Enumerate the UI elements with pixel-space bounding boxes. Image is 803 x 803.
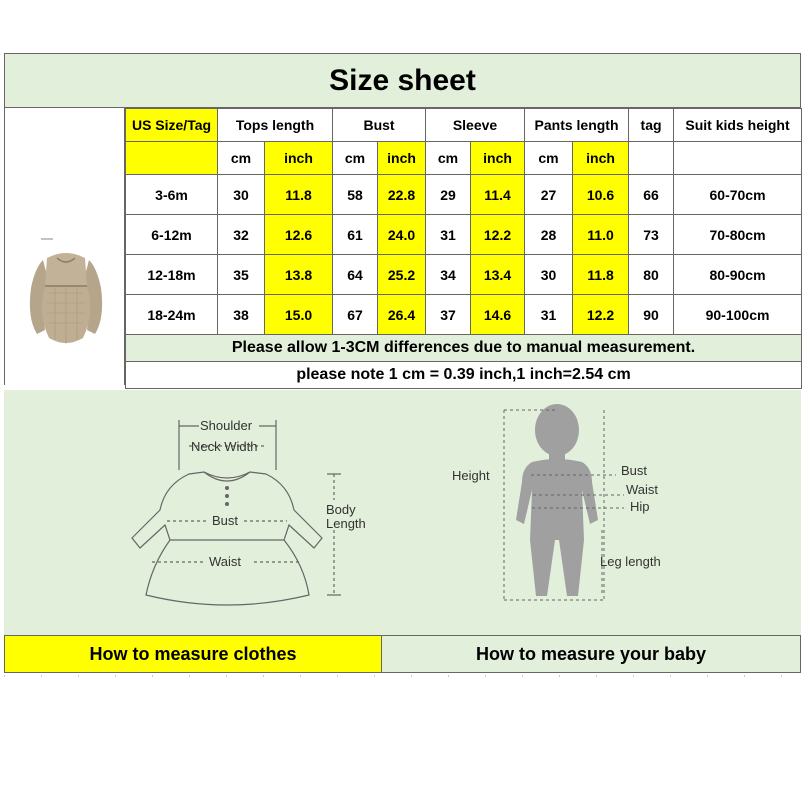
product-photo — [5, 108, 125, 385]
table-row — [126, 215, 802, 255]
height-header: Suit kids height — [674, 109, 802, 142]
bust-inch-cell: 22.8 — [378, 175, 426, 215]
child-silhouette — [516, 404, 598, 596]
note-row — [126, 335, 802, 362]
pants-inch-cell: 11.0 — [573, 215, 629, 255]
unit-row — [126, 142, 802, 175]
pants-cm-cell: 27 — [525, 175, 573, 215]
unit-cm: cm — [333, 142, 378, 175]
neck-width-label: Neck Width — [191, 439, 258, 454]
height-cell: 90-100cm — [674, 295, 802, 335]
tag-cell: 90 — [629, 295, 674, 335]
pants-inch-cell: 12.2 — [573, 295, 629, 335]
size-table — [125, 108, 802, 389]
tops-cm-cell: 30 — [218, 175, 265, 215]
measurement-illustrations — [4, 390, 801, 635]
hip-label: Hip — [630, 499, 650, 514]
baby-diagram — [452, 404, 661, 600]
tag-cell: 80 — [629, 255, 674, 295]
bust-label: Bust — [621, 463, 648, 478]
unit-blank — [674, 142, 802, 175]
tag-cell: 66 — [629, 175, 674, 215]
tag-cell: 73 — [629, 215, 674, 255]
unit-cm: cm — [426, 142, 471, 175]
unit-blank — [126, 142, 218, 175]
tops-inch-cell: 11.8 — [265, 175, 333, 215]
tag-header: tag — [629, 109, 674, 142]
size-cell: 12-18m — [126, 255, 218, 295]
measure-clothes-caption: How to measure clothes — [5, 636, 382, 672]
unit-inch: inch — [573, 142, 629, 175]
unit-cm: cm — [218, 142, 265, 175]
pants-cm-cell: 31 — [525, 295, 573, 335]
sleeve-inch-cell: 11.4 — [471, 175, 525, 215]
pants-inch-cell: 11.8 — [573, 255, 629, 295]
size-header: US Size/Tag — [126, 109, 218, 142]
bust-cm-cell: 61 — [333, 215, 378, 255]
tops-cm-cell: 35 — [218, 255, 265, 295]
unit-inch: inch — [378, 142, 426, 175]
clothes-diagram — [132, 418, 366, 605]
unit-inch: inch — [471, 142, 525, 175]
footer-bar — [4, 635, 801, 673]
sleeve-header: Sleeve — [426, 109, 525, 142]
pants-cm-cell: 30 — [525, 255, 573, 295]
bust-cm-cell: 58 — [333, 175, 378, 215]
unit-inch: inch — [265, 142, 333, 175]
bust-header: Bust — [333, 109, 426, 142]
measure-baby-caption: How to measure your baby — [382, 636, 800, 672]
size-cell: 6-12m — [126, 215, 218, 255]
size-cell: 3-6m — [126, 175, 218, 215]
shoulder-label: Shoulder — [200, 418, 253, 433]
romper-set-illustration — [5, 108, 123, 384]
bust-inch-cell: 25.2 — [378, 255, 426, 295]
sheet-title: Size sheet — [5, 54, 800, 108]
body-length-label-1: Body — [326, 502, 356, 517]
bust-label: Bust — [212, 513, 239, 528]
waist-label: Waist — [626, 482, 659, 497]
tops-length-header: Tops length — [218, 109, 333, 142]
height-label: Height — [452, 468, 490, 483]
sleeve-cm-cell: 37 — [426, 295, 471, 335]
bust-cm-cell: 64 — [333, 255, 378, 295]
header-row — [126, 109, 802, 142]
measurement-diagrams — [4, 390, 801, 635]
table-row — [126, 175, 802, 215]
tops-inch-cell: 13.8 — [265, 255, 333, 295]
tops-inch-cell: 15.0 — [265, 295, 333, 335]
sleeve-cm-cell: 34 — [426, 255, 471, 295]
sleeve-cm-cell: 29 — [426, 175, 471, 215]
unit-blank — [629, 142, 674, 175]
leg-length-label: Leg length — [600, 554, 661, 569]
tops-cm-cell: 32 — [218, 215, 265, 255]
table-row — [126, 255, 802, 295]
height-cell: 60-70cm — [674, 175, 802, 215]
sleeve-inch-cell: 12.2 — [471, 215, 525, 255]
bust-inch-cell: 26.4 — [378, 295, 426, 335]
dotted-divider — [4, 673, 801, 679]
unit-cm: cm — [525, 142, 573, 175]
measurement-note: Please allow 1-3CM differences due to manual measurement. — [126, 335, 802, 362]
waist-label: Waist — [209, 554, 242, 569]
sleeve-cm-cell: 31 — [426, 215, 471, 255]
body-length-label-2: Length — [326, 516, 366, 531]
pants-cm-cell: 28 — [525, 215, 573, 255]
conversion-note: please note 1 cm = 0.39 inch,1 inch=2.54 cm — [126, 362, 802, 389]
sleeve-inch-cell: 14.6 — [471, 295, 525, 335]
height-cell: 70-80cm — [674, 215, 802, 255]
height-cell: 80-90cm — [674, 255, 802, 295]
bust-inch-cell: 24.0 — [378, 215, 426, 255]
size-cell: 18-24m — [126, 295, 218, 335]
note-row — [126, 362, 802, 389]
size-sheet — [4, 53, 801, 385]
pants-length-header: Pants length — [525, 109, 629, 142]
sleeve-inch-cell: 13.4 — [471, 255, 525, 295]
tops-cm-cell: 38 — [218, 295, 265, 335]
tops-inch-cell: 12.6 — [265, 215, 333, 255]
table-row — [126, 295, 802, 335]
pants-inch-cell: 10.6 — [573, 175, 629, 215]
bust-cm-cell: 67 — [333, 295, 378, 335]
